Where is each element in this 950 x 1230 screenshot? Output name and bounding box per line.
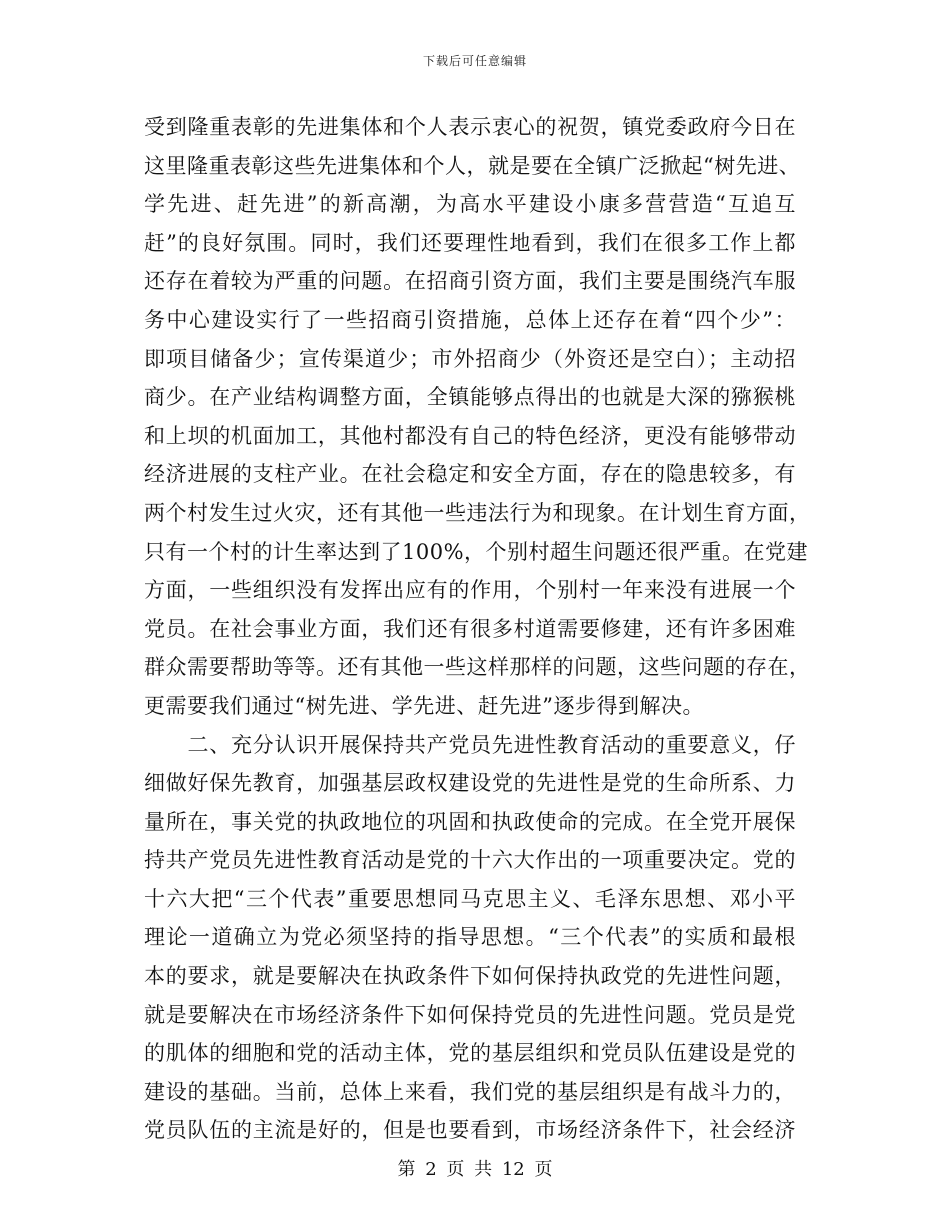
text-line: 建设的基础。当前，总体上来看，我们党的基层组织是有战斗力的，: [144, 1079, 796, 1104]
text-line: 十六大把“三个代表”重要思想同马克思主义、毛泽东思想、邓小平: [144, 886, 796, 911]
body-text: [144, 108, 811, 1150]
text-line: 和上坝的机面加工，其他村都没有自己的特色经济，更没有能够带动: [144, 423, 796, 448]
text-line: 务中心建设实行了一些招商引资措施，总体上还存在着“四个少”：: [144, 307, 796, 332]
text-line: 细做好保先教育，加强基层政权建设党的先进性是党的生命所系、力: [144, 771, 796, 796]
text-line: 经济进展的支柱产业。在社会稳定和安全方面，存在的隐患较多，有: [144, 462, 796, 487]
text-line: 商少。在产业结构调整方面，全镇能够点得出的也就是大深的猕猴桃: [144, 385, 796, 410]
text-line: 赶”的良好氛围。同时，我们还要理性地看到，我们在很多工作上都: [144, 230, 796, 255]
text-line: 群众需要帮助等等。还有其他一些这样那样的问题，这些问题的存在，: [144, 655, 811, 680]
text-line: 就是要解决在市场经济条件下如何保持党员的先进性问题。党员是党: [144, 1002, 796, 1027]
text-line: 持共产党员先进性教育活动是党的十六大作出的一项重要决定。党的: [144, 848, 796, 873]
text-line: 党员队伍的主流是好的，但是也要看到，市场经济条件下，社会经济: [144, 1118, 796, 1143]
text-line: 这里隆重表彰这些先进集体和个人，就是要在全镇广泛掀起“树先进、: [144, 153, 801, 178]
text-line: 二、充分认识开展保持共产党员先进性教育活动的重要意义，仔: [144, 732, 796, 757]
page-number: 第 2 页 共 12 页: [397, 1159, 553, 1180]
text-line: 只有一个村的计生率达到了100%，个别村超生问题还很严重。在党建: [144, 539, 809, 564]
text-line: 方面，一些组织没有发挥出应有的作用，个别村一年来没有进展一个: [144, 578, 796, 603]
text-line: 学先进、赶先进”的新高潮，为高水平建设小康多营营造“互追互: [144, 192, 796, 217]
text-line: 两个村发生过火灾，还有其他一些违法行为和现象。在计划生育方面，: [144, 500, 811, 525]
text-line: 量所在，事关党的执政地位的巩固和执政使命的完成。在全党开展保: [144, 809, 796, 834]
text-line: 即项目储备少；宣传渠道少；市外招商少（外资还是空白）；主动招: [144, 346, 796, 371]
text-line: 受到隆重表彰的先进集体和个人表示衷心的祝贺，镇党委政府今日在: [144, 115, 796, 139]
text-line: 理论一道确立为党必须坚持的指导思想。“三个代表”的实质和最根: [144, 925, 796, 950]
text-line: 的肌体的细胞和党的活动主体，党的基层组织和党员队伍建设是党的: [144, 1041, 796, 1066]
text-line: 更需要我们通过“树先进、学先进、赶先进”逐步得到解决。: [144, 693, 704, 718]
page-header-note: 下载后可任意编辑: [422, 54, 527, 68]
text-line: 本的要求，就是要解决在执政条件下如何保持执政党的先进性问题，: [144, 964, 796, 989]
text-line: 还存在着较为严重的问题。在招商引资方面，我们主要是围绕汽车服: [144, 269, 796, 294]
text-line: 党员。在社会事业方面，我们还有很多村道需要修建，还有许多困难: [144, 616, 796, 641]
